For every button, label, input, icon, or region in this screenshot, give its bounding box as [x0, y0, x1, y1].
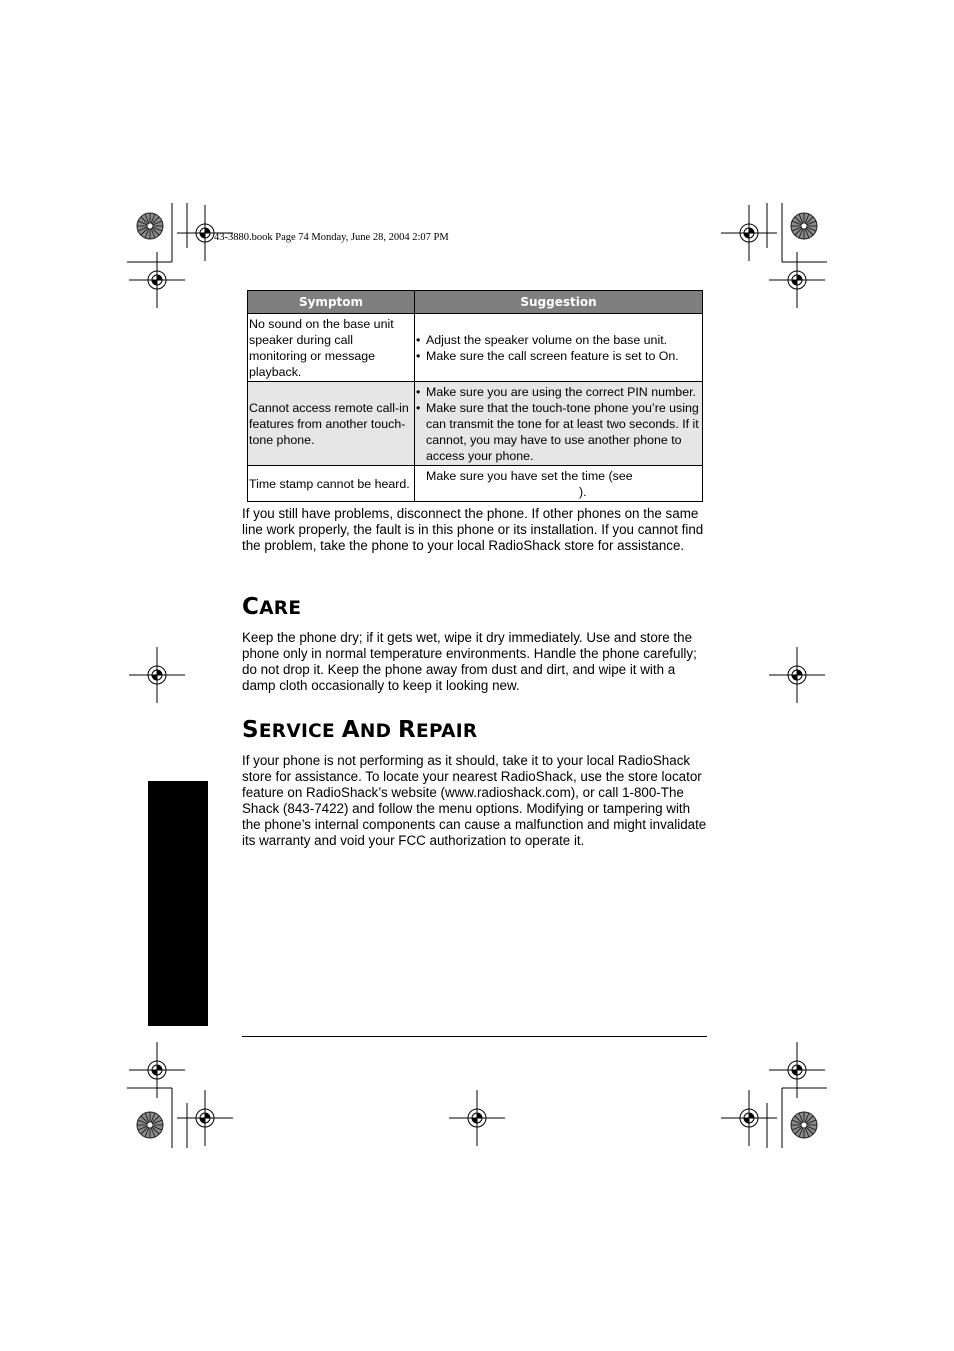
- suggestion-cell: [415, 466, 703, 502]
- column-header-suggestion: Suggestion: [415, 291, 703, 314]
- suggestion-text-end: ).: [579, 485, 587, 499]
- service-heading-epair: EPAIR: [416, 721, 478, 742]
- care-body: Keep the phone dry; if it gets wet, wipe it dry immediately. Use and store the phone only in normal temperature environments. Handle the phone carefully; do not drop it. Keep the phone away from dust and dirt, and wipe it with a damp cloth occasionally to keep it looking new.: [242, 630, 697, 693]
- service-heading-s: S: [242, 717, 259, 743]
- table-row: [248, 314, 703, 382]
- symptom-cell: Time stamp cannot be heard.: [248, 466, 415, 502]
- column-header-symptom: Symptom: [248, 291, 415, 314]
- intro-paragraph: If you still have problems, disconnect the phone. If other phones on the same line work properly, the fault is in this phone or its installation. If you cannot find the problem, take the phone to your local RadioShack store for assistance.: [242, 506, 704, 553]
- care-heading: [242, 594, 301, 620]
- care-heading-rest: ARE: [259, 598, 302, 619]
- suggestion-item: • Make sure the call screen feature is set to On.: [416, 348, 700, 364]
- service-heading-a: A: [341, 717, 360, 743]
- suggestion-cell: [415, 382, 703, 466]
- suggestion-item: • Make sure you are using the correct PIN number.: [416, 384, 700, 400]
- service-heading-ervice: ERVICE: [258, 721, 342, 742]
- print-header: 43-3880.book Page 74 Monday, June 28, 2004 2:07 PM: [214, 232, 449, 243]
- footer-rule: [242, 1036, 707, 1037]
- suggestion-item: • Make sure that the touch-tone phone you’re using can transmit the tone for at least two seconds. If it cannot, you may have to use another phone to access your phone.: [416, 400, 700, 464]
- service-heading-nd: ND: [359, 721, 399, 742]
- suggestion-cell: [415, 314, 703, 382]
- troubleshooting-table: [247, 290, 703, 502]
- symptom-cell: Cannot access remote call-in features from another touch-tone phone.: [248, 382, 415, 466]
- suggestion-item: • Adjust the speaker volume on the base unit.: [416, 332, 700, 348]
- symptom-cell: No sound on the base unit speaker during call monitoring or message playback.: [248, 314, 415, 382]
- service-heading-r: R: [398, 717, 417, 743]
- chapter-side-tab: [148, 781, 208, 1026]
- service-body: If your phone is not performing as it should, take it to your local RadioShack store for assistance. To locate your nearest RadioShack, use the store locator feature on RadioShack’s website (www.radioshack.com), or call 1-800-The Shack (843-7422) and follow the menu options. Modifying or tampering with the phone’s internal components can cause a malfunction and might invalidate its warranty and void your FCC authorization to operate it.: [242, 753, 707, 848]
- service-heading: [242, 717, 477, 743]
- care-heading-initial: C: [242, 594, 260, 620]
- table-row: [248, 466, 703, 502]
- table-header-row: [248, 291, 703, 314]
- table-row: [248, 382, 703, 466]
- suggestion-text: Make sure you have set the time (see: [426, 469, 633, 483]
